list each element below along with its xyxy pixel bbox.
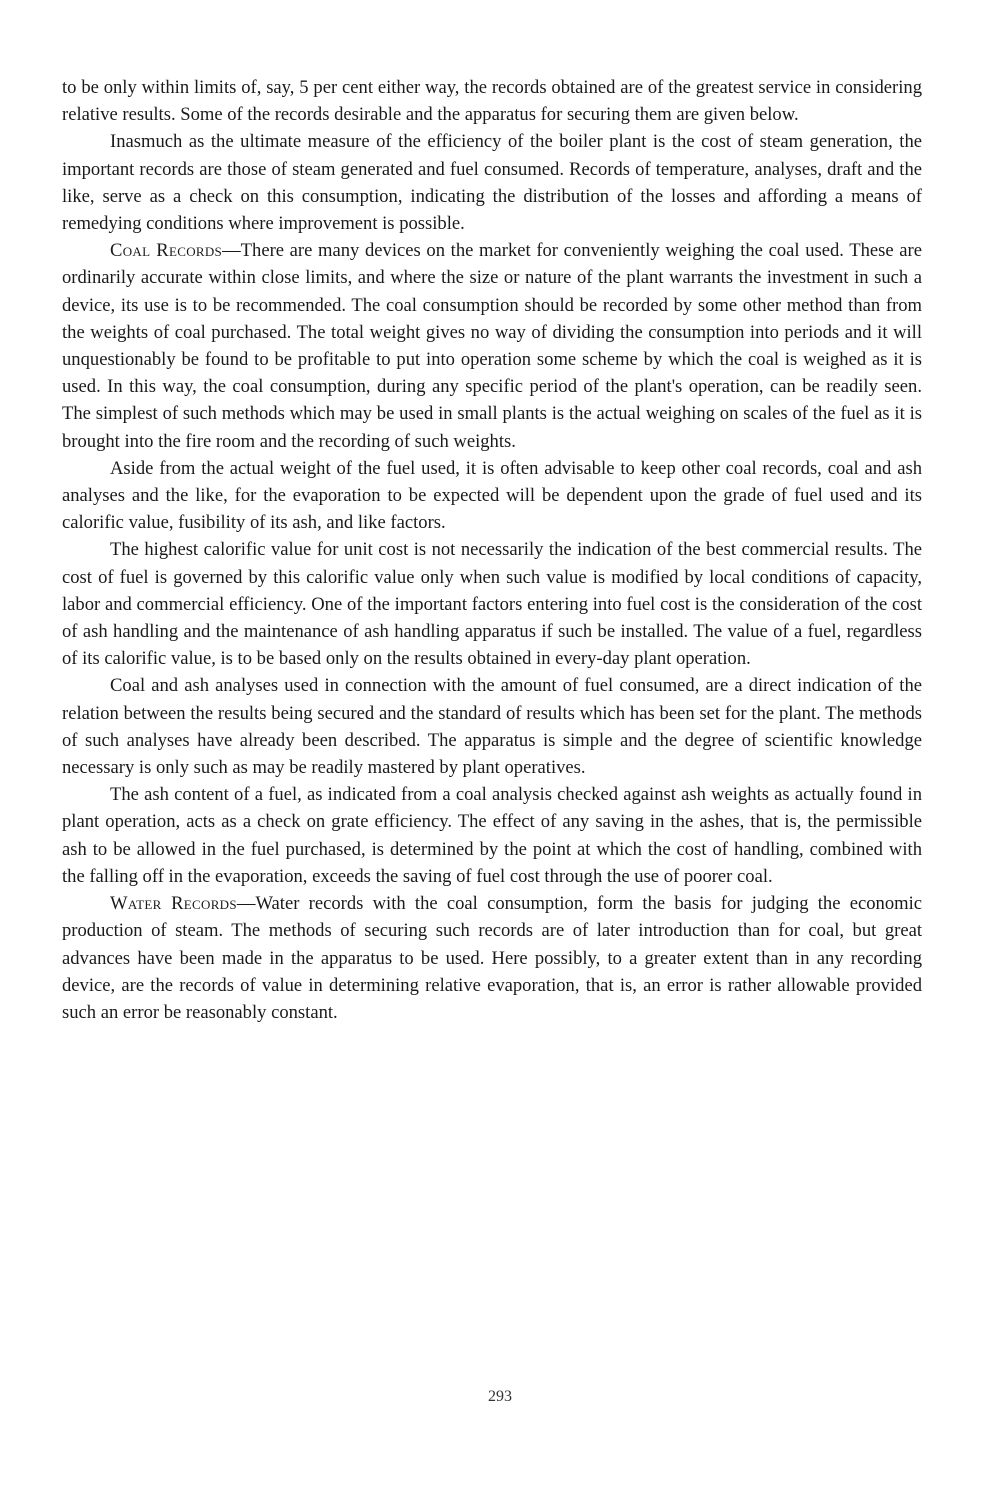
paragraph-text: Inasmuch as the ultimate measure of the efficiency of the boiler plant is the cost of steam generation, the important records are those of steam generated and fuel consumed. Records of temperature, analyses, draft and the like, serve as a check on this consumption, indicating the distribution of the losses and affording a means of remedying conditions where improvement is possible.: [62, 131, 922, 235]
paragraph-ash-analyses: [62, 672, 922, 781]
paragraph-text: Coal and ash analyses used in connection with the amount of fuel consumed, are a direct indication of the relation between the results being secured and the standard of results which has been set for the plant. The methods of such analyses have already been described. The apparatus is simple and the degree of scientific knowledge necessary is only such as may be readily mastered by plant operatives.: [62, 675, 922, 779]
paragraph-efficiency-measure: [62, 128, 922, 237]
paragraph-calorific-value: [62, 536, 922, 672]
paragraph-text: —There are many devices on the market for conveniently weighing the coal used. These are ordinarily accurate within close limits, and where the size or nature of the plant warrants the investment in such a device, its use is to be recommended. The coal consumption should be recorded by some other method than from the weights of coal purchased. The total weight gives no way of dividing the consumption into periods and it will unquestionably be found to be profitable to put into operation some scheme by which the coal is weighed as it is used. In this way, the coal consumption, during any specific period of the plant's operation, can be readily seen. The simplest of such methods which may be used in small plants is the actual weighing on scales of the fuel as it is brought into the fire room and the recording of such weights.: [62, 240, 923, 452]
page-body: [62, 74, 922, 1026]
paragraph-text: —Water records with the coal consumption, form the basis for judging the economic production of steam. The methods of securing such records are of later introduction than for coal, but great advances have been made in the apparatus to be used. Here possibly, to a greater extent than in any recording device, are the records of value in determining relative evaporation, that is, an error is rather allowable provided such an error be reasonably constant.: [62, 893, 922, 1023]
paragraph-water-records: [62, 890, 922, 1026]
paragraph-continuation: [62, 74, 922, 128]
paragraph-text: The ash content of a fuel, as indicated from a coal analysis checked against ash weights as actually found in plant operation, acts as a check on grate efficiency. The effect of any saving in the ashes, that is, the permissible ash to be allowed in the fuel purchased, is determined by the point at which the cost of handling, combined with the falling off in the evaporation, exceeds the saving of fuel cost through the use of poorer coal.: [62, 784, 922, 887]
paragraph-text: Aside from the actual weight of the fuel used, it is often advisable to keep other coal records, coal and ash analyses and the like, for the evaporation to be expected will be dependent upon the grade of fuel used and its calorific value, fusibility of its ash, and like factors.: [62, 457, 922, 534]
paragraph-ash-content: [62, 781, 922, 890]
paragraph-coal-records: [62, 237, 922, 455]
paragraph-text: to be only within limits of, say, 5 per cent either way, the records obtained are of the greatest service in considering relative results. Some of the records desirable and the apparatus for securing them are given below.: [62, 77, 922, 126]
section-heading-water-records: Water Records: [110, 893, 237, 915]
page-number: 293: [488, 1388, 512, 1405]
paragraph-coal-analyses-advice: [62, 455, 922, 537]
paragraph-text: The highest calorific value for unit cost is not necessarily the indication of the best commercial results. The cost of fuel is governed by this calorific value only when such value is modified by local conditions of capacity, labor and commercial efficiency. One of the important factors entering into fuel cost is the consideration of the cost of ash handling and the maintenance of ash handling apparatus if such be installed. The value of a fuel, regardless of its calorific value, is to be based only on the results obtained in every-day plant operation.: [62, 539, 922, 670]
section-heading-coal-records: Coal Records: [110, 240, 223, 262]
